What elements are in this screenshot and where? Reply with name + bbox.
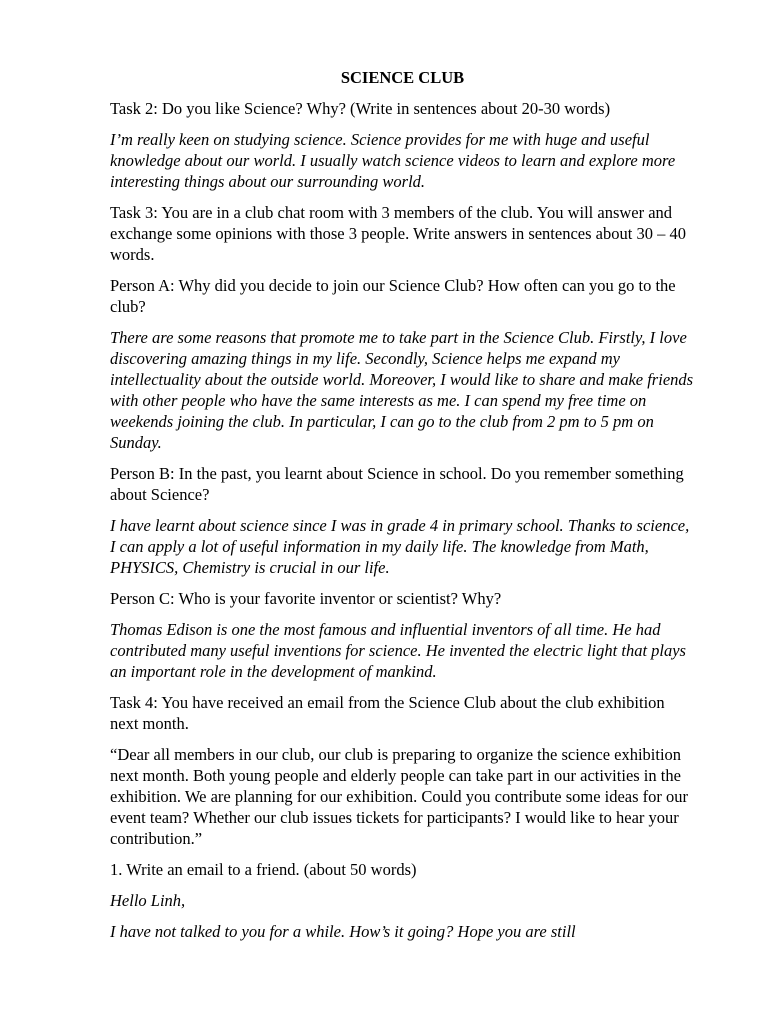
email-instruction: 1. Write an email to a friend. (about 50 words) [110,860,417,879]
person-b-answer: I have learnt about science since I was in grade 4 in primary school. Thanks to science, I can apply a lot of useful information in my daily life. The knowledge from Math, PHYSICS, Chemistry is crucial in our life. [110,516,690,577]
task2-answer: I’m really keen on studying science. Science provides for me with huge and useful knowledge about our world. I usually watch science videos to learn and explore more interesting things about our surrounding world. [110,130,676,191]
person-b-question: Person B: In the past, you learnt about Science in school. Do you remember something about Science? [110,464,684,504]
club-email-quote: “Dear all members in our club, our club is preparing to organize the science exhibition next month. Both young people and elderly people can take part in our activities in the exhibition. We are planning for our exhibition. Could you contribute some ideas for our event team? Whether our club issues tickets for participants? I would like to hear your contribution.” [110,745,689,848]
person-a-answer: There are some reasons that promote me to take part in the Science Club. Firstly, I love discovering amazing things in my life. Secondly, Science helps me expand my intellectuality about the outside world. Moreover, I would like to share and make friends with other people who have the same interests as me. I can spend my free time on weekends joining the club. In particular, I can go to the club from 2 pm to 5 pm on Sunday. [110,328,694,452]
person-c-question: Person C: Who is your favorite inventor or scientist? Why? [110,589,502,608]
person-c-answer: Thomas Edison is one the most famous and influential inventors of all time. He had contributed many useful inventions for science. He invented the electric light that plays an important role in the development of mankind. [110,620,686,681]
task4-prompt: Task 4: You have received an email from the Science Club about the club exhibition next month. [110,693,665,733]
email-body-start: I have not talked to you for a while. How’s it going? Hope you are still [110,922,576,941]
document-title: SCIENCE CLUB [340,68,465,87]
task2-prompt: Task 2: Do you like Science? Why? (Write in sentences about 20-30 words) [110,99,611,118]
email-greeting: Hello Linh, [110,891,186,910]
person-a-question: Person A: Why did you decide to join our Science Club? How often can you go to the club? [110,276,676,316]
task3-prompt: Task 3: You are in a club chat room with 3 members of the club. You will answer and exchange some opinions with those 3 people. Write answers in sentences about 30 – 40 words. [110,203,686,264]
document-page [110,67,695,952]
